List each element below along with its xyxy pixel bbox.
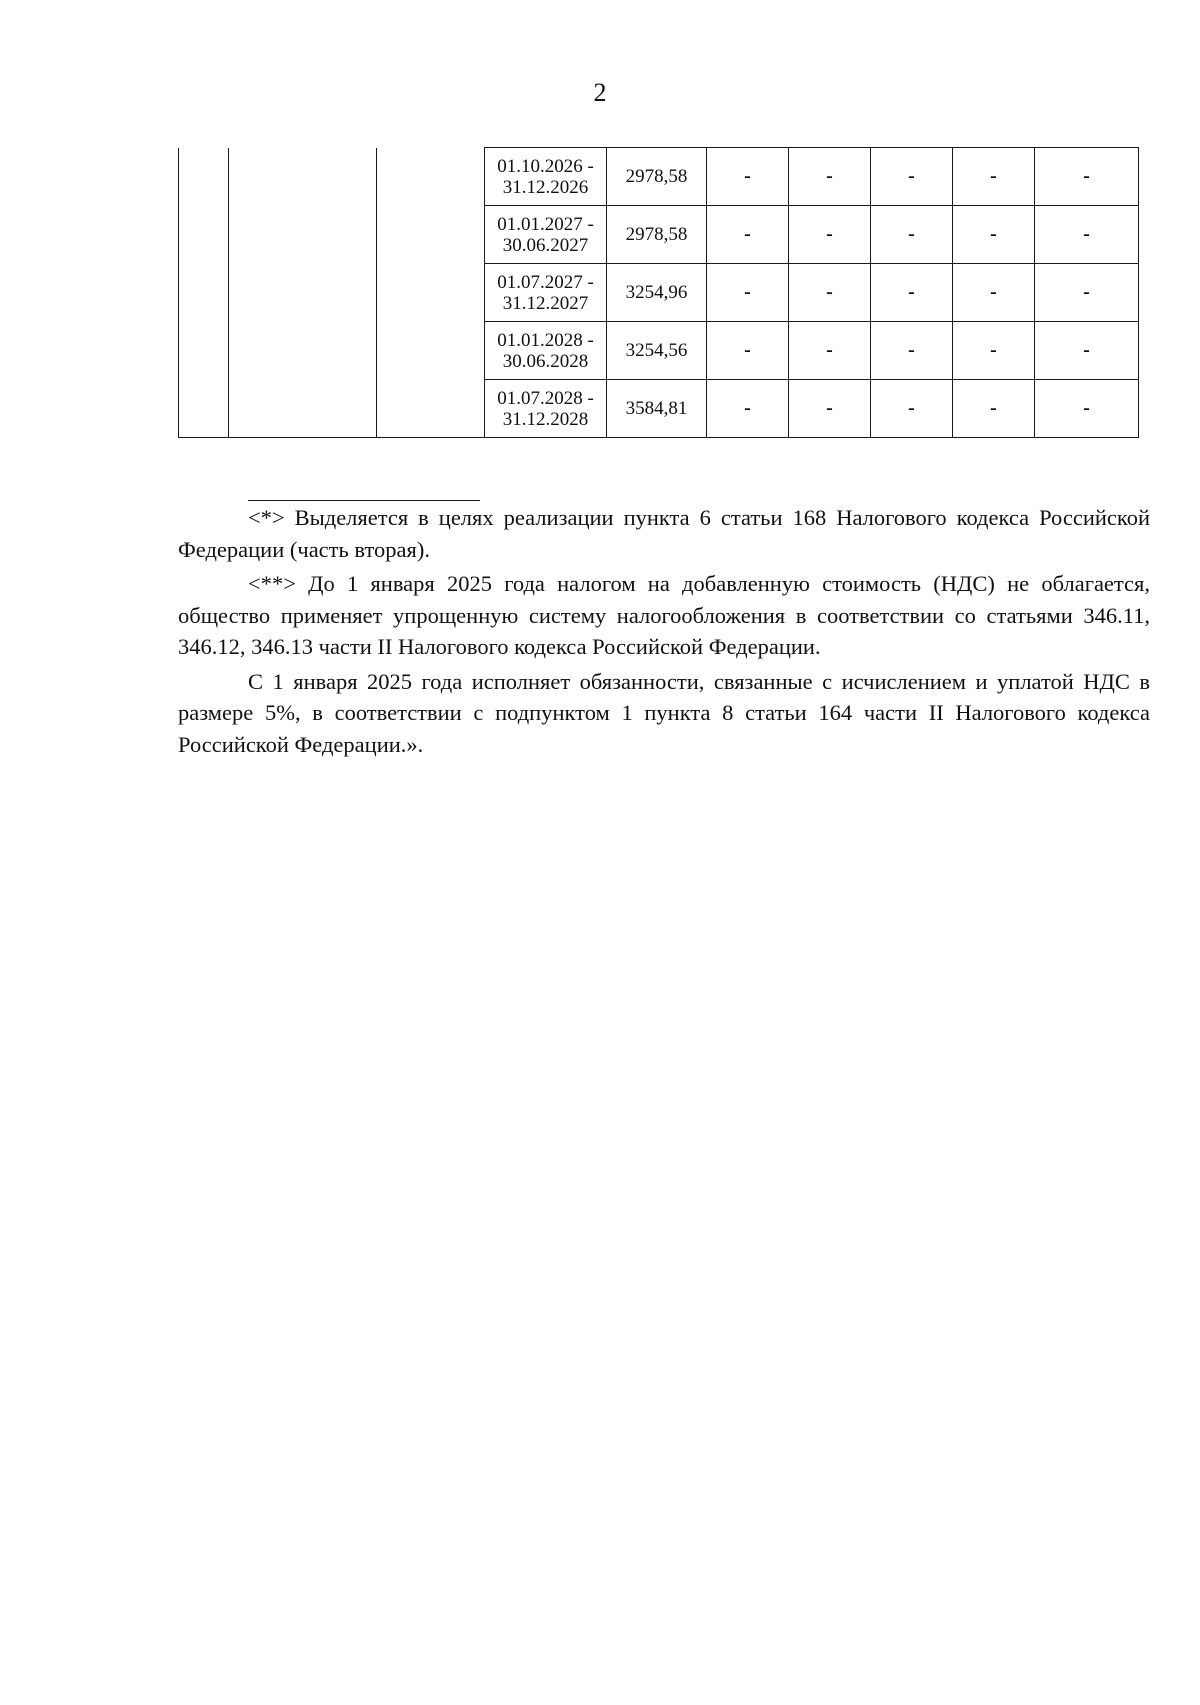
empty-value-cell: - bbox=[789, 206, 871, 264]
period-cell: 01.01.2027 - 30.06.2027 bbox=[485, 206, 607, 264]
period-cell: 01.01.2028 - 30.06.2028 bbox=[485, 322, 607, 380]
empty-value-cell: - bbox=[1035, 206, 1139, 264]
empty-value-cell: - bbox=[953, 380, 1035, 438]
footnote-divider bbox=[248, 500, 480, 501]
empty-value-cell: - bbox=[707, 148, 789, 206]
empty-value-cell: - bbox=[789, 322, 871, 380]
footnote-tax-code: <*> Выделяется в целях реализации пункта 6 статьи 168 Налогового кодекса Российской Федерации (часть вторая). bbox=[178, 505, 1150, 562]
empty-value-cell: - bbox=[707, 380, 789, 438]
empty-value-cell: - bbox=[953, 322, 1035, 380]
empty-value-cell: - bbox=[707, 264, 789, 322]
empty-value-cell: - bbox=[871, 380, 953, 438]
period-cell: 01.10.2026 - 31.12.2026 bbox=[485, 148, 607, 206]
empty-value-cell: - bbox=[871, 148, 953, 206]
tariff-value-cell: 2978,58 bbox=[607, 206, 707, 264]
empty-value-cell: - bbox=[1035, 322, 1139, 380]
empty-value-cell: - bbox=[1035, 148, 1139, 206]
empty-value-cell: - bbox=[953, 148, 1035, 206]
table-row bbox=[179, 148, 1139, 206]
empty-value-cell: - bbox=[871, 264, 953, 322]
tariff-value-cell: 3584,81 bbox=[607, 380, 707, 438]
tariff-value-cell: 2978,58 bbox=[607, 148, 707, 206]
empty-value-cell: - bbox=[1035, 380, 1139, 438]
organization-cell bbox=[229, 148, 377, 438]
period-cell: 01.07.2027 - 31.12.2027 bbox=[485, 264, 607, 322]
empty-value-cell: - bbox=[789, 148, 871, 206]
empty-value-cell: - bbox=[953, 264, 1035, 322]
empty-value-cell: - bbox=[707, 322, 789, 380]
empty-value-cell: - bbox=[789, 264, 871, 322]
empty-value-cell: - bbox=[953, 206, 1035, 264]
tariff-value-cell: 3254,96 bbox=[607, 264, 707, 322]
empty-value-cell: - bbox=[871, 206, 953, 264]
page-number: 2 bbox=[593, 78, 607, 107]
footnotes-section bbox=[178, 502, 1150, 763]
empty-value-cell: - bbox=[1035, 264, 1139, 322]
empty-value-cell: - bbox=[789, 380, 871, 438]
empty-value-cell: - bbox=[871, 322, 953, 380]
footnote-vat-obligation: С 1 января 2025 года исполняет обязанности, связанные с исчислением и уплатой НДС в размере 5%, в соответствии с подпунктом 1 пункта 8 статьи 164 части II Налогового кодекса Российской Федерации.». bbox=[178, 668, 1150, 757]
tariff-type-cell bbox=[377, 148, 485, 438]
period-cell: 01.07.2028 - 31.12.2028 bbox=[485, 380, 607, 438]
tariff-value-cell: 3254,56 bbox=[607, 322, 707, 380]
empty-value-cell: - bbox=[707, 206, 789, 264]
footnote-vat-exemption: <**> До 1 января 2025 года налогом на добавленную стоимость (НДС) не облагается, общество применяет упрощенную систему налогообложения в соответствии со статьями 346.11, 346.12, 346.13 части II Налогового кодекса Российской Федерации. bbox=[178, 571, 1150, 659]
tariff-table bbox=[178, 147, 1139, 438]
row-number-cell bbox=[179, 148, 229, 438]
